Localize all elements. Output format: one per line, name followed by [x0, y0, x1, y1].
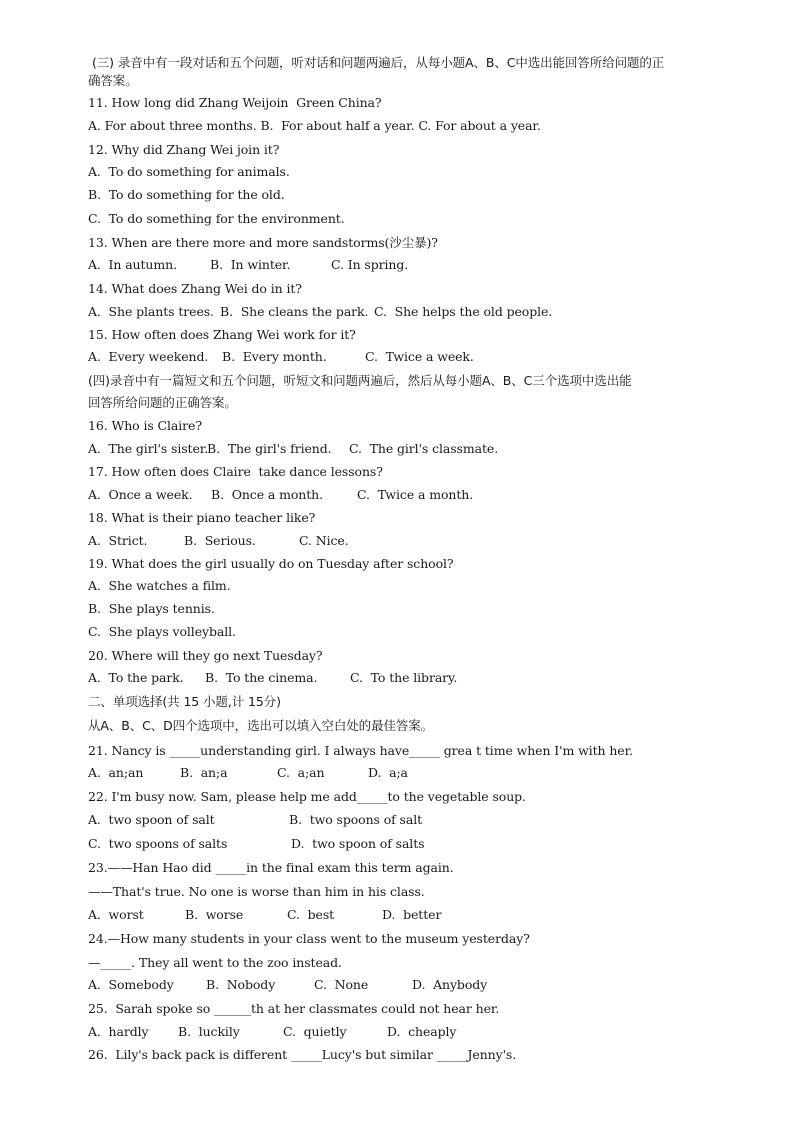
question-20-option-c: C. To the library. [350, 670, 458, 685]
question-21-option-d: D. a;a [368, 765, 408, 780]
question-21-option-c: C. a;an [277, 765, 325, 780]
question-22-option-d: D. two spoon of salts [291, 836, 425, 851]
question-22-option-b: B. two spoons of salt [289, 812, 423, 827]
question-24-reply: —_____. They all went to the zoo instead. [88, 955, 342, 970]
question-25-option-b: B. luckily [178, 1024, 240, 1039]
question-25-option-a: A. hardly [88, 1024, 149, 1039]
section4-instruction-line1: (四)录音中有一篇短文和五个问题，听短文和问题两遍后，然后从每小题A、B、C三个选项中选出能 [88, 373, 632, 388]
question-14-option-a: A. She plants trees. [88, 304, 214, 319]
question-25-option-d: D. cheaply [387, 1024, 457, 1039]
question-16-option-a: A. The girl's sister. [88, 441, 209, 456]
question-23-option-c: C. best [287, 907, 335, 922]
question-21-option-a: A. an;an [88, 765, 144, 780]
question-24-option-a: A. Somebody [88, 977, 174, 992]
question-22-option-c: C. two spoons of salts [88, 836, 228, 851]
question-23-stem: 23.——Han Hao did _____in the final exam this term again. [88, 860, 454, 875]
question-22-option-a: A. two spoon of salt [88, 812, 215, 827]
part2-title: 二、单项选择(共 15 小题,计 15分) [88, 694, 281, 709]
question-25-option-c: C. quietly [283, 1024, 347, 1039]
question-12-option-b: B. To do something for the old. [88, 187, 285, 202]
question-13-stem: 13. When are there more and more sandstorms(沙尘暴)? [88, 235, 438, 250]
question-24-option-d: D. Anybody [412, 977, 488, 992]
question-24-option-b: B. Nobody [206, 977, 276, 992]
question-25-stem: 25. Sarah spoke so ______th at her classmates could not hear her. [88, 1001, 500, 1016]
question-20-option-b: B. To the cinema. [205, 670, 318, 685]
part2-instruction: 从A、B、C、D四个选项中，选出可以填入空白处的最佳答案。 [88, 718, 434, 733]
question-17-option-b: B. Once a month. [211, 487, 323, 502]
question-23-reply: ——That's true. No one is worse than him in his class. [88, 884, 425, 899]
question-15-option-b: B. Every month. [222, 349, 327, 364]
question-14-stem: 14. What does Zhang Wei do in it? [88, 281, 302, 296]
question-15-stem: 15. How often does Zhang Wei work for it? [88, 327, 356, 342]
question-24-option-c: C. None [314, 977, 369, 992]
question-19-option-b: B. She plays tennis. [88, 601, 215, 616]
question-20-stem: 20. Where will they go next Tuesday? [88, 648, 323, 663]
question-21-option-b: B. an;a [180, 765, 228, 780]
question-18-option-b: B. Serious. [184, 533, 256, 548]
question-19-option-a: A. She watches a film. [88, 578, 231, 593]
question-15-option-a: A. Every weekend. [88, 349, 209, 364]
question-13-option-c: C. In spring. [331, 257, 409, 272]
question-13-option-a: A. In autumn. [88, 257, 177, 272]
question-12-option-a: A. To do something for animals. [88, 164, 290, 179]
question-14-option-b: B. She cleans the park. [220, 304, 369, 319]
question-16-option-c: C. The girl's classmate. [349, 441, 499, 456]
question-23-option-a: A. worst [88, 907, 144, 922]
question-23-option-d: D. better [382, 907, 442, 922]
question-16-option-b: B. The girl's friend. [207, 441, 332, 456]
question-16-stem: 16. Who is Claire? [88, 418, 202, 433]
question-17-option-a: A. Once a week. [88, 487, 193, 502]
question-17-option-c: C. Twice a month. [357, 487, 474, 502]
section3-instruction-line2: 确答案。 [88, 73, 138, 88]
question-15-option-c: C. Twice a week. [365, 349, 474, 364]
question-17-stem: 17. How often does Claire take dance lessons? [88, 464, 383, 479]
section4-instruction-line2: 回答所给问题的正确答案。 [88, 395, 237, 410]
question-18-option-a: A. Strict. [88, 533, 148, 548]
question-19-stem: 19. What does the girl usually do on Tuesday after school? [88, 556, 454, 571]
question-18-option-c: C. Nice. [299, 533, 349, 548]
question-26-stem: 26. Lily's back pack is different _____Lucy's but similar _____Jenny's. [88, 1047, 517, 1062]
question-23-option-b: B. worse [185, 907, 244, 922]
question-21-stem: 21. Nancy is _____understanding girl. I always have_____ grea t time when I'm with her. [88, 743, 633, 758]
question-11-options: A. For about three months. B. For about half a year. C. For about a year. [88, 118, 541, 133]
question-14-option-c: C. She helps the old people. [374, 304, 553, 319]
question-20-option-a: A. To the park. [88, 670, 184, 685]
question-22-stem: 22. I'm busy now. Sam, please help me add_____to the vegetable soup. [88, 789, 526, 804]
question-12-stem: 12. Why did Zhang Wei join it? [88, 142, 280, 157]
section3-instruction-line1: (三) 录音中有一段对话和五个问题，听对话和问题两遍后，从每小题A、B、C中选出能回答所给问题的正 [92, 55, 665, 70]
question-13-option-b: B. In winter. [210, 257, 291, 272]
question-19-option-c: C. She plays volleyball. [88, 624, 236, 639]
question-12-option-c: C. To do something for the environment. [88, 211, 345, 226]
question-11-stem: 11. How long did Zhang Weijoin Green China? [88, 95, 382, 110]
question-24-stem: 24.—How many students in your class went to the museum yesterday? [88, 931, 530, 946]
question-18-stem: 18. What is their piano teacher like? [88, 510, 316, 525]
